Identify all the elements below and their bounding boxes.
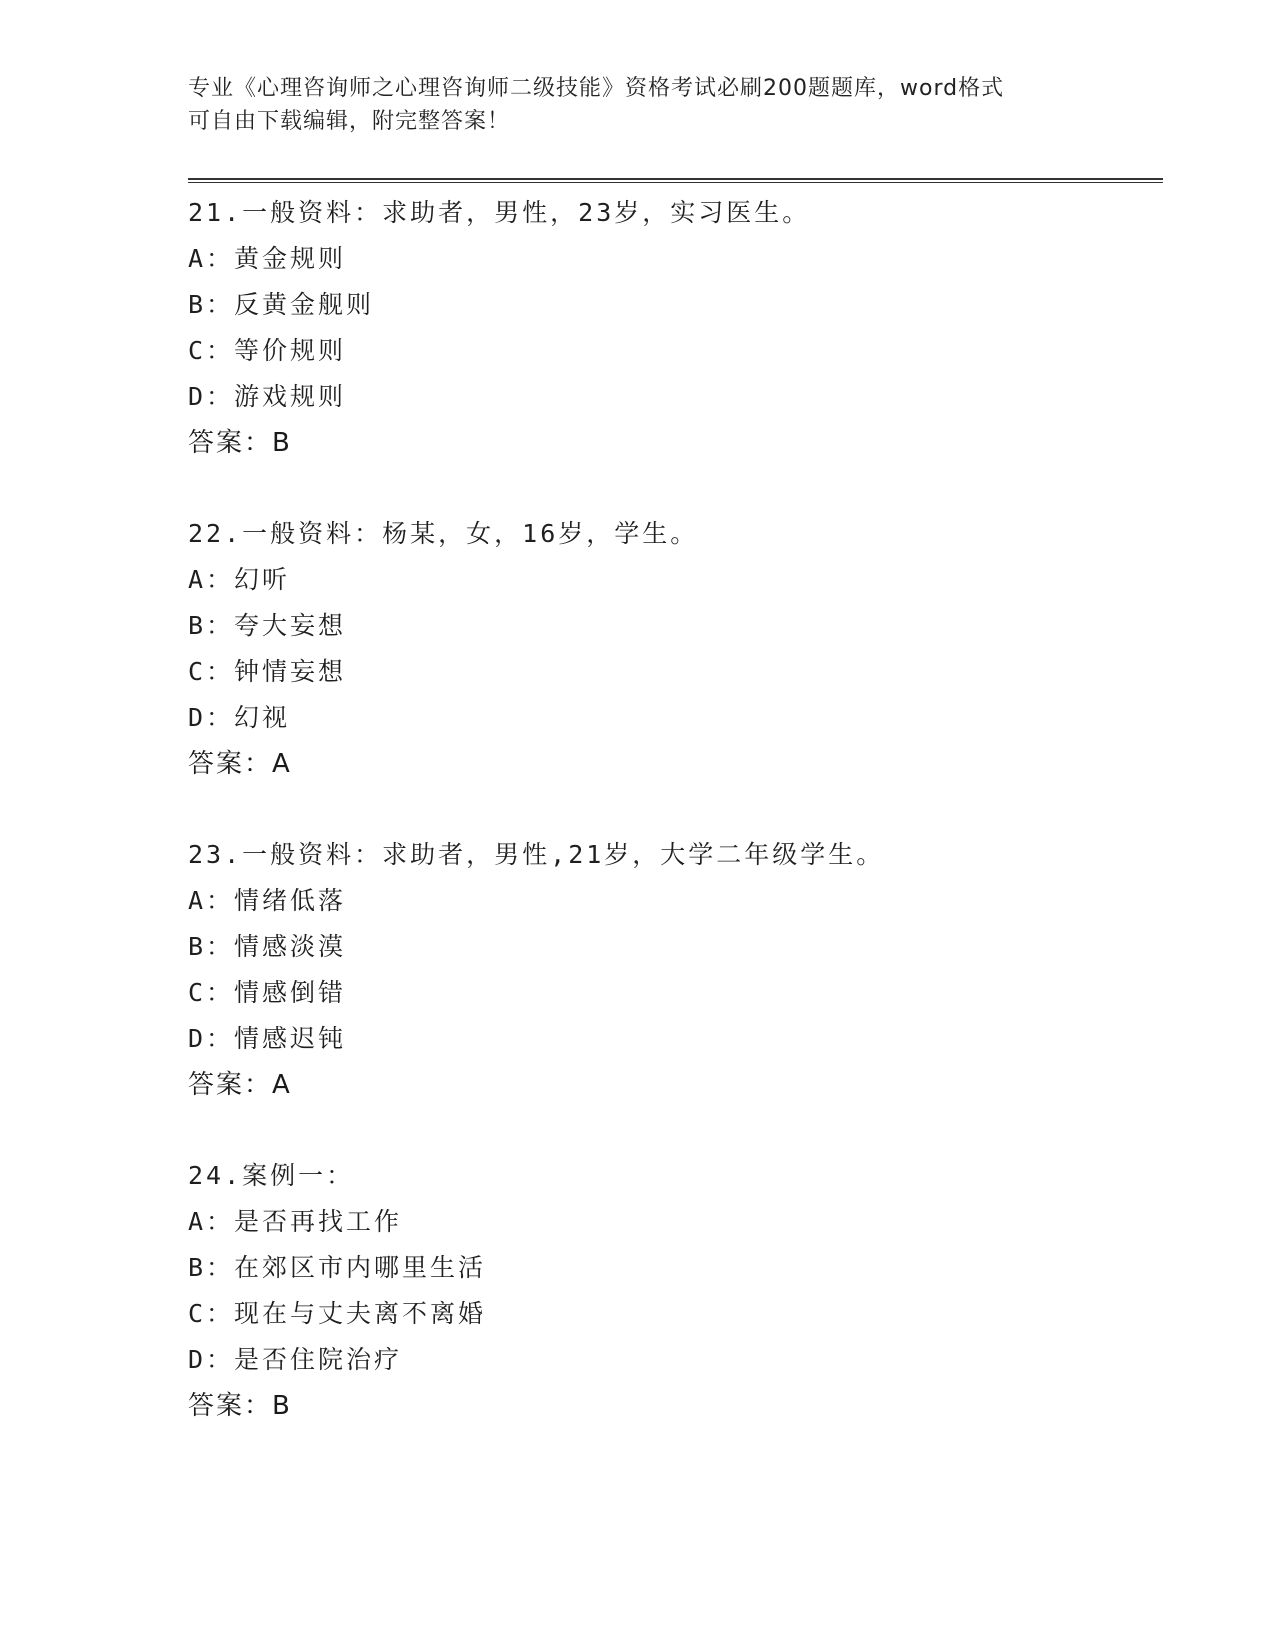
header-line-2: 可自由下载编辑，附完整答案！ — [188, 109, 511, 134]
question-24 — [188, 1153, 1163, 1429]
option-c: C：等价规则 — [188, 336, 347, 365]
document-header — [188, 72, 1088, 138]
question-stem: 23.一般资料：求助者，男性,21岁，大学二年级学生。 — [188, 840, 885, 869]
header-line-1: 专业《心理咨询师之心理咨询师二级技能》资格考试必刷200题题库，word格式 — [188, 76, 1005, 101]
answer: 答案：B — [188, 1391, 292, 1421]
option-b: B：在郊区市内哪里生活 — [188, 1253, 487, 1282]
question-23 — [188, 832, 1163, 1108]
option-c: C：现在与丈夫离不离婚 — [188, 1299, 487, 1328]
answer: 答案：A — [188, 1070, 292, 1100]
option-a: A：情绪低落 — [188, 886, 347, 915]
option-b: B：夸大妄想 — [188, 611, 347, 640]
option-d: D：情感迟钝 — [188, 1024, 347, 1053]
option-d: D：幻视 — [188, 703, 291, 732]
option-d: D：是否住院治疗 — [188, 1345, 403, 1374]
option-d: D：游戏规则 — [188, 382, 347, 411]
question-list — [188, 190, 1163, 1474]
question-stem: 22.一般资料：杨某，女，16岁，学生。 — [188, 519, 699, 548]
question-21 — [188, 190, 1163, 466]
option-a: A：幻听 — [188, 565, 291, 594]
question-22 — [188, 511, 1163, 787]
answer: 答案：A — [188, 749, 292, 779]
option-c: C：钟情妄想 — [188, 657, 347, 686]
option-b: B：反黄金舰则 — [188, 290, 375, 319]
option-a: A：是否再找工作 — [188, 1207, 403, 1236]
answer: 答案：B — [188, 428, 292, 458]
question-stem: 21.一般资料：求助者，男性，23岁，实习医生。 — [188, 198, 811, 227]
option-a: A：黄金规则 — [188, 244, 347, 273]
header-divider — [188, 178, 1163, 183]
option-c: C：情感倒错 — [188, 978, 347, 1007]
option-b: B：情感淡漠 — [188, 932, 347, 961]
question-stem: 24.案例一： — [188, 1161, 355, 1190]
